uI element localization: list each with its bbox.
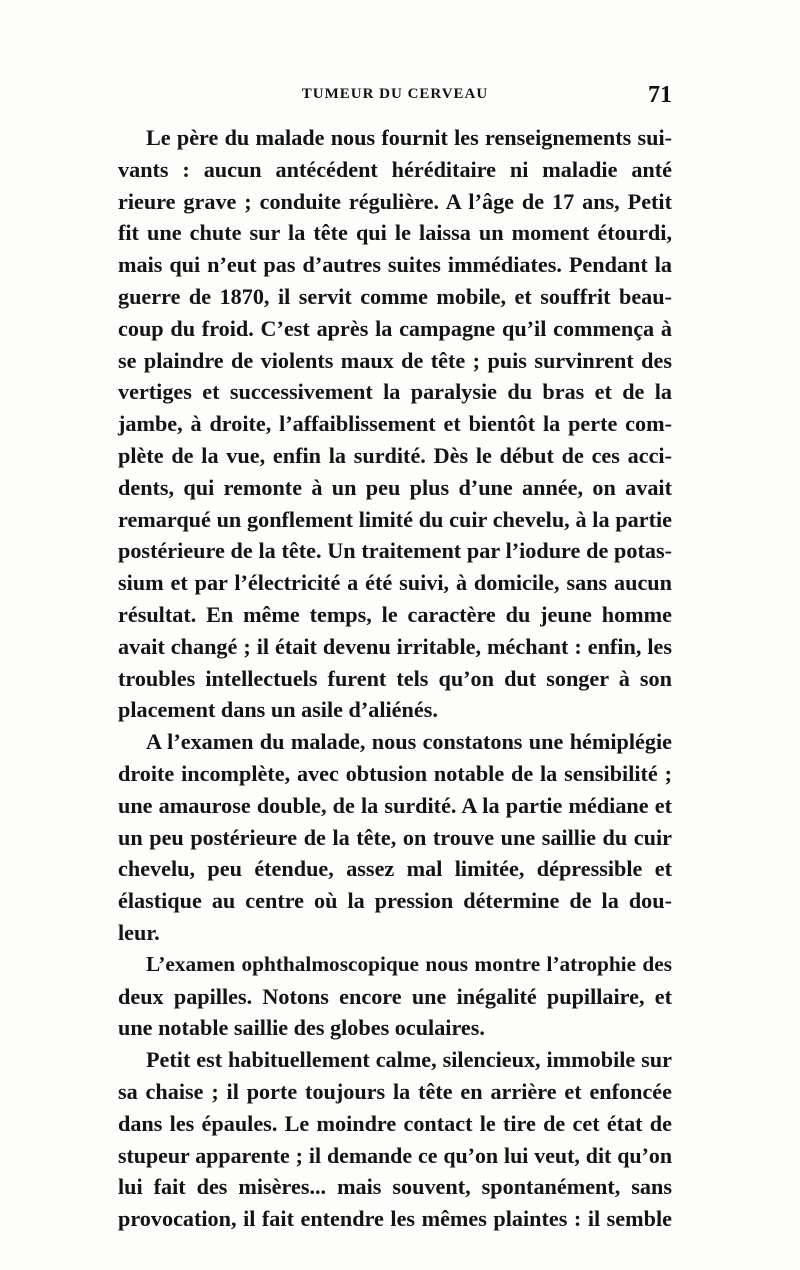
text-line: remarqué un gonflement limité du cuir chevelu, à la partie	[118, 506, 672, 532]
text-line: rieure grave ; conduite régulière. A l’âge de 17 ans, Petit	[118, 188, 672, 214]
text-line: lui fait des misères... mais souvent, spontanément, sans	[118, 1174, 672, 1200]
text-line: stupeur apparente ; il demande ce qu’on lui veut, dit qu’on	[118, 1142, 672, 1168]
text-line: vertiges et successivement la paralysie du bras et de la	[118, 379, 672, 405]
text-line: sium et par l’électricité a été suivi, à domicile, sans aucun	[118, 570, 672, 596]
text-line: Petit est habituellement calme, silencieux, immobile sur	[146, 1047, 672, 1073]
text-line: vants : aucun antécédent héréditaire ni maladie anté	[118, 156, 672, 182]
running-title: TUMEUR DU CERVEAU	[301, 86, 489, 102]
text-line: L’examen ophthalmoscopique nous montre l’atrophie des	[146, 951, 672, 976]
text-line: une notable saillie des globes oculaires.	[118, 1015, 485, 1041]
text-line: droite incomplète, avec obtusion notable de la sensibilité ;	[118, 760, 672, 786]
page-number: 71	[648, 82, 672, 108]
text-line: A l’examen du malade, nous constatons une hémiplégie	[146, 729, 672, 755]
text-line: fit une chute sur la tête qui le laissa un moment étourdi,	[118, 220, 672, 246]
text-line: élastique au centre où la pression détermine de la dou-	[118, 888, 672, 914]
text-line: mais qui n’eut pas d’autres suites immédiates. Pendant la	[118, 252, 672, 278]
text-line: plète de la vue, enfin la surdité. Dès le début de ces acci-	[118, 442, 672, 468]
text-line: placement dans un asile d’aliénés.	[118, 697, 438, 723]
text-line: guerre de 1870, il servit comme mobile, et souffrit beau-	[118, 283, 672, 309]
page-header	[118, 82, 672, 114]
text-line: troubles intellectuels furent tels qu’on dut songer à son	[118, 665, 672, 691]
text-line: résultat. En même temps, le caractère du jeune homme	[118, 601, 672, 627]
text-line: chevelu, peu étendue, assez mal limitée, dépressible et	[118, 856, 672, 882]
text-line: avait changé ; il était devenu irritable, méchant : enfin, les	[118, 633, 672, 659]
text-line: postérieure de la tête. Un traitement par l’iodure de potas-	[118, 538, 672, 564]
text-line: sa chaise ; il porte toujours la tête en arrière et enfoncée	[118, 1078, 672, 1104]
text-line: deux papilles. Notons encore une inégalité pupillaire, et	[118, 983, 672, 1009]
text-line: dents, qui remonte à un peu plus d’une année, on avait	[118, 474, 672, 500]
text-line: leur.	[118, 919, 160, 945]
body-text	[118, 122, 672, 1235]
text-line: un peu postérieure de la tête, on trouve une saillie du cuir	[118, 824, 672, 850]
text-line: dans les épaules. Le moindre contact le tire de cet état de	[118, 1110, 672, 1136]
text-line: se plaindre de violents maux de tête ; puis survinrent des	[118, 347, 672, 373]
text-line: provocation, il fait entendre les mêmes plaintes : il semble	[118, 1206, 672, 1232]
text-line: coup du froid. C’est après la campagne qu’il commença à	[118, 315, 672, 341]
text-line: jambe, à droite, l’affaiblissement et bientôt la perte com-	[118, 411, 672, 437]
text-line: Le père du malade nous fournit les renseignements sui-	[146, 125, 672, 150]
text-line: une amaurose double, de la surdité. A la partie médiane et	[118, 792, 672, 818]
